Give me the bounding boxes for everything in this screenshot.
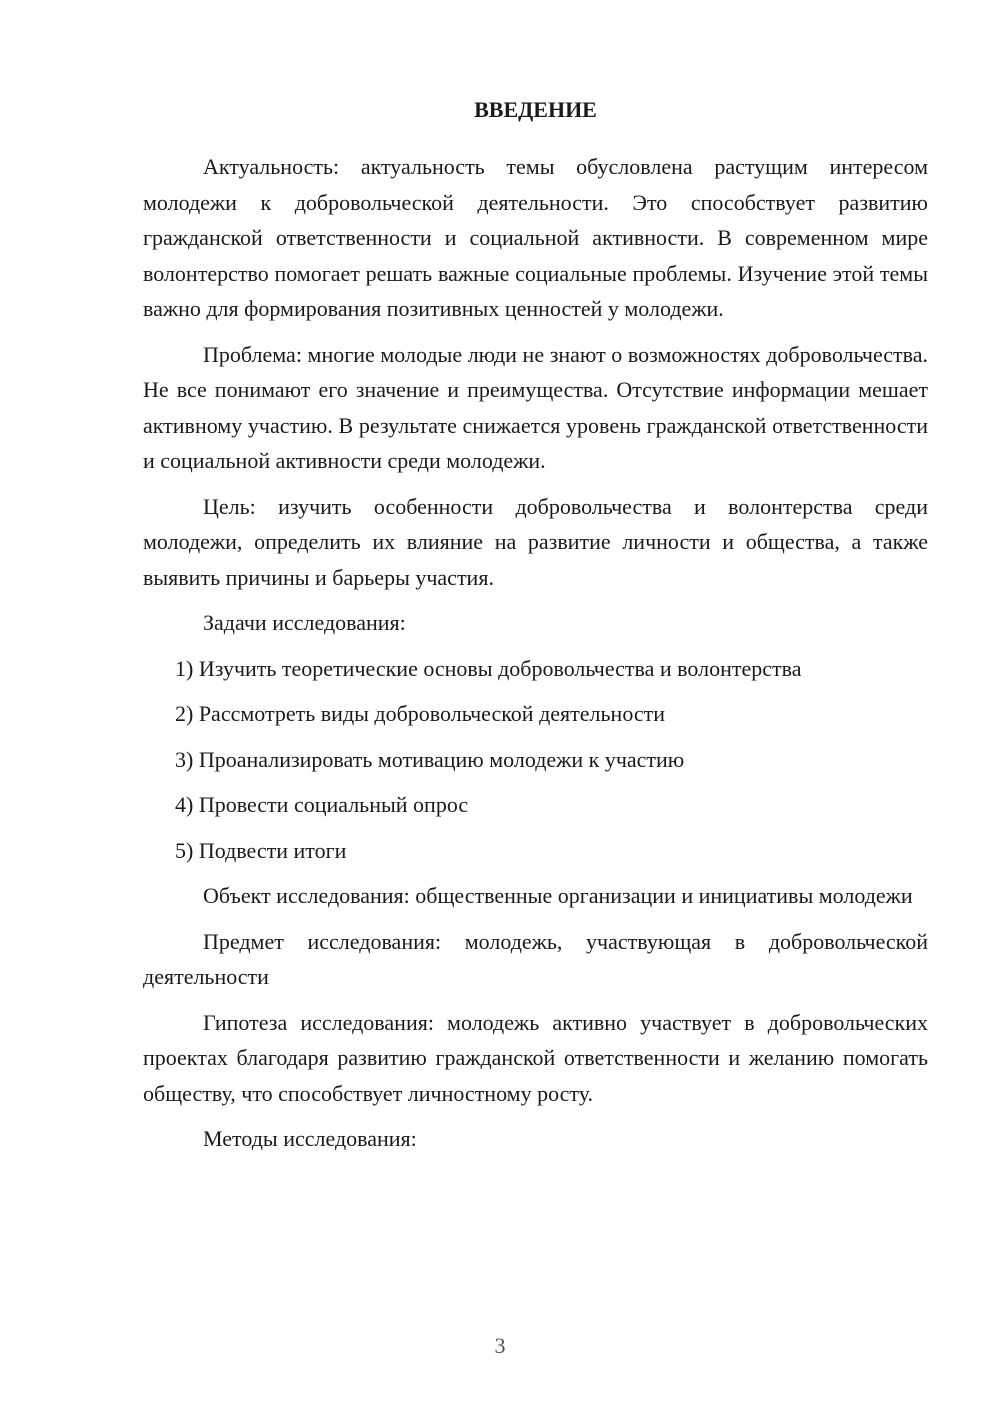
list-item: 1) Изучить теоретические основы добровольчества и волонтерства: [175, 655, 802, 681]
paragraph-object: Объект исследования: общественные организации и инициативы молодежи: [203, 883, 913, 908]
tasks-list: [143, 651, 928, 869]
list-item: 5) Подвести итоги: [175, 837, 347, 863]
methods-heading: Методы исследования:: [203, 1126, 417, 1151]
page-title: ВВЕДЕНИЕ: [474, 97, 597, 122]
paragraph-subject: Предмет исследования: молодежь, участвующая в добровольческой деятельности: [143, 928, 928, 989]
list-item: 2) Рассмотреть виды добровольческой деятельности: [175, 701, 666, 726]
paragraph-goal: Цель: изучить особенности добровольчества и волонтерства среди молодежи, определить их влияние на развитие личности и общества, а также выявить причины и барьеры участия.: [143, 493, 928, 590]
paragraph-hypothesis: Гипотеза исследования: молодежь активно участвует в добровольческих проектах благодаря развитию гражданской ответственности и желанию помогать обществу, что способствует личностному росту.: [143, 1009, 928, 1106]
list-item: 4) Провести социальный опрос: [175, 792, 469, 817]
paragraph-relevance: Актуальность: актуальность темы обусловлена растущим интересом молодежи к добровольческой деятельности. Это способствует развитию гражданской ответственности и социальной активности. В современном мире волонтерство помогает решать важные социальные проблемы. Изучение этой темы важно для формирования позитивных ценностей у молодежи.: [143, 154, 928, 321]
tasks-heading: Задачи исследования:: [203, 610, 406, 635]
document-page: [143, 92, 928, 1167]
paragraph-problem: Проблема: многие молодые люди не знают о возможностях добровольчества. Не все понимают его значение и преимущества. Отсутствие информации мешает активному участию. В результате снижается уровень гражданской ответственности и социальной активности среди молодежи.: [143, 341, 928, 473]
list-item: 3) Проанализировать мотивацию молодежи к участию: [175, 746, 685, 772]
page-number: 3: [494, 1333, 506, 1358]
